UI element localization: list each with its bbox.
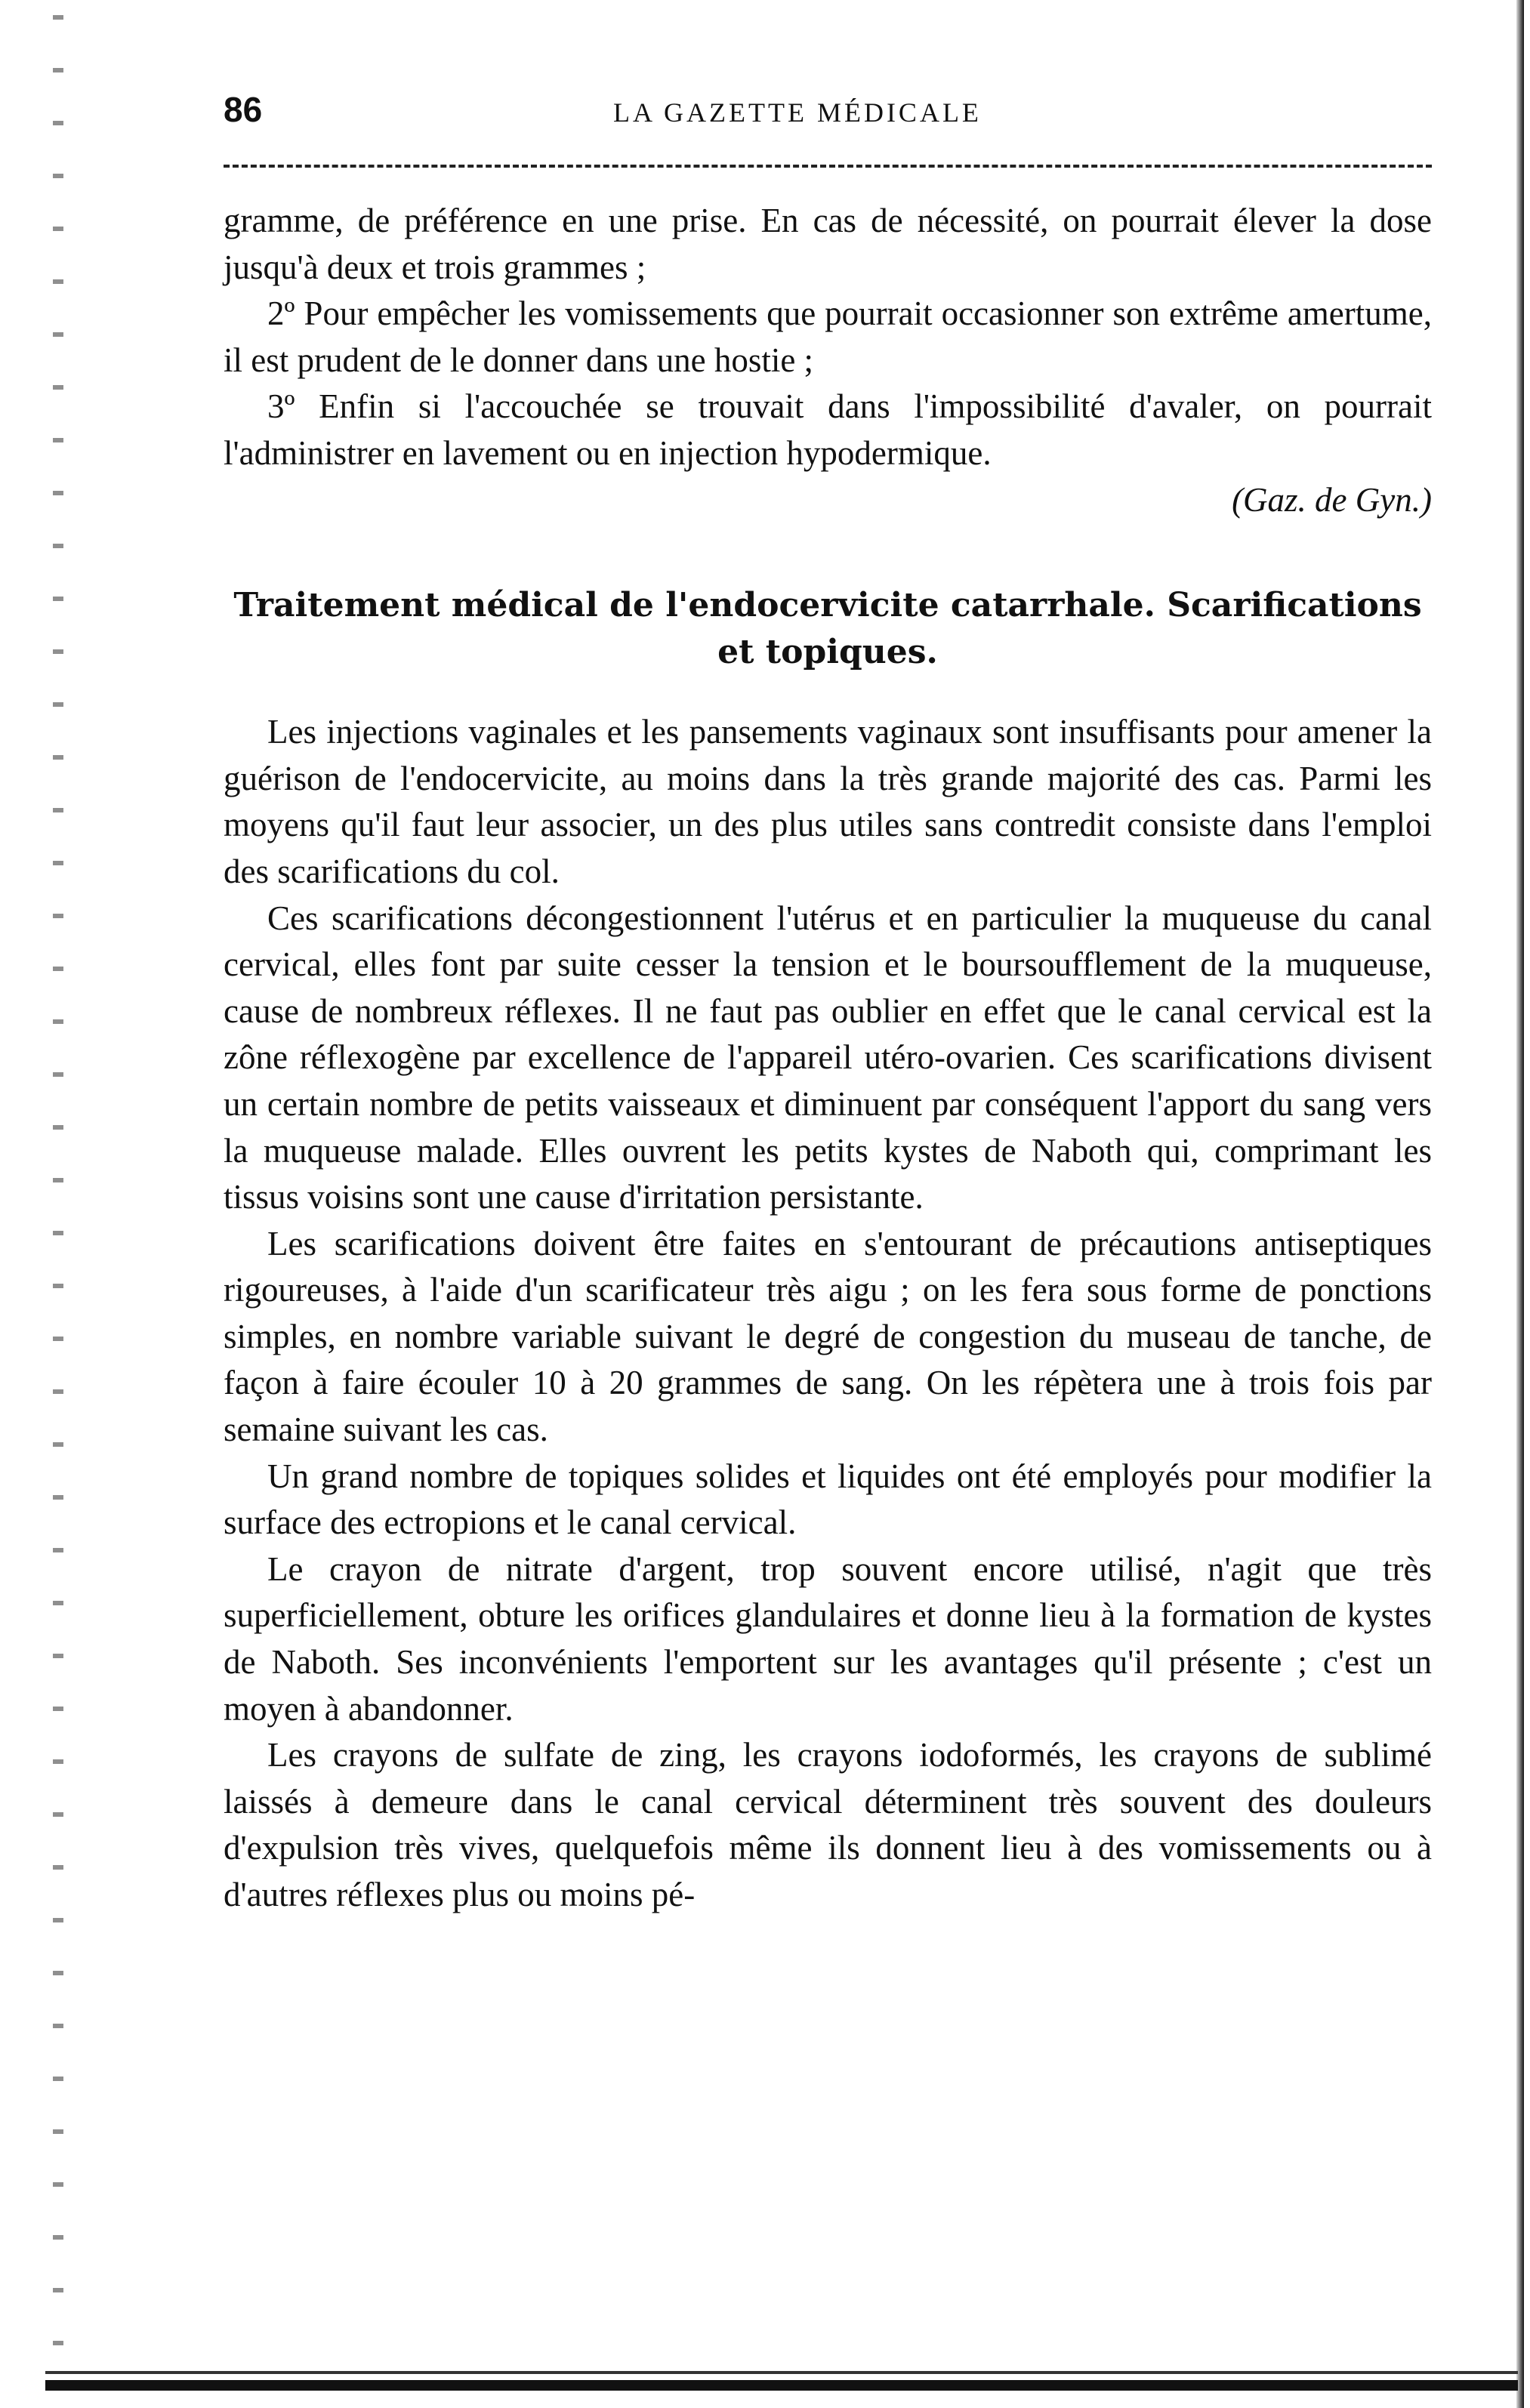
- scan-edge-right: [1516, 0, 1524, 2408]
- paragraph-2: 2º Pour empêcher les vomissements que pourrait occasionner son extrême amertume, il est prudent de le donner dans une hostie ;: [224, 294, 1432, 379]
- page-header: [224, 89, 1432, 134]
- paragraph-3: 3º Enfin si l'accouchée se trouvait dans l'impossibilité d'avaler, on pourrait l'administrer en lavement ou en injection hypodermique.: [224, 387, 1432, 472]
- paragraph-7: Un grand nombre de topiques solides et liquides ont été employés pour modifier la surface des ectropions et le canal cervical.: [224, 1457, 1432, 1542]
- paragraph-8: Le crayon de nitrate d'argent, trop souvent encore utilisé, n'agit que très superficiellement, obture les orifices glandulaires et donne lieu à la formation de kystes de Naboth. Ses inconvénients l'emportent sur les avantages qu'il présente ; c'est un moyen à abandonner.: [224, 1549, 1432, 1728]
- paragraph-1: gramme, de préférence en une prise. En cas de nécessité, on pourrait élever la dose jusqu'à deux et trois grammes ;: [224, 202, 1432, 286]
- bottom-rule: [45, 2380, 1518, 2391]
- section-heading: Traitement médical de l'endocervicite catarrhale. Scarifications et topiques.: [233, 586, 1422, 672]
- running-title: LA GAZETTE MÉDICALE: [613, 97, 982, 128]
- citation: (Gaz. de Gyn.): [1232, 480, 1432, 519]
- page-number: 86: [224, 90, 263, 129]
- paragraph-6: Les scarifications doivent être faites en s'entourant de précautions antiseptiques rigoureuses, à l'aide d'un scarificateur très aigu ; on les fera sous forme de ponctions simples, en nombre variable suivant le degré de congestion du museau de tanche, de façon à faire écouler 10 à 20 grammes de sang. On les répètera une à trois fois par semaine suivant les cas.: [224, 1224, 1432, 1449]
- paragraph-9: Les crayons de sulfate de zing, les crayons iodoformés, les crayons de sublimé laissés à demeure dans le canal cervical déterminent très souvent des douleurs d'expulsion très vives, quelquefois même ils donnent lieu à des vomissements ou à d'autres réflexes plus ou moins pé-: [224, 1736, 1432, 1913]
- paragraph-4: Les injections vaginales et les pansements vaginaux sont insuffisants pour amener la guérison de l'endocervicite, au moins dans la très grande majorité des cas. Parmi les moyens qu'il faut leur associer, un des plus utiles sans contredit consiste dans l'emploi des scarifications du col.: [224, 713, 1432, 890]
- header-rule: [224, 165, 1432, 168]
- scan-edge-left: [53, 15, 63, 2371]
- body-text: [224, 198, 1432, 1919]
- bottom-rule-thin: [45, 2371, 1518, 2374]
- paragraph-5: Ces scarifications décongestionnent l'utérus et en particulier la muqueuse du canal cervical, elles font par suite cesser la tension et le boursoufflement de la muqueuse, cause de nombreux réflexes. Il ne faut pas oublier en effet que le canal cervical est la zône réflexogène par excellence de l'appareil utéro-ovarien. Ces scarifications divisent un certain nombre de petits vaisseaux et diminuent par conséquent l'apport du sang vers la muqueuse malade. Elles ouvrent les petits kystes de Naboth qui, comprimant les tissus voisins sont une cause d'irritation persistante.: [224, 899, 1432, 1216]
